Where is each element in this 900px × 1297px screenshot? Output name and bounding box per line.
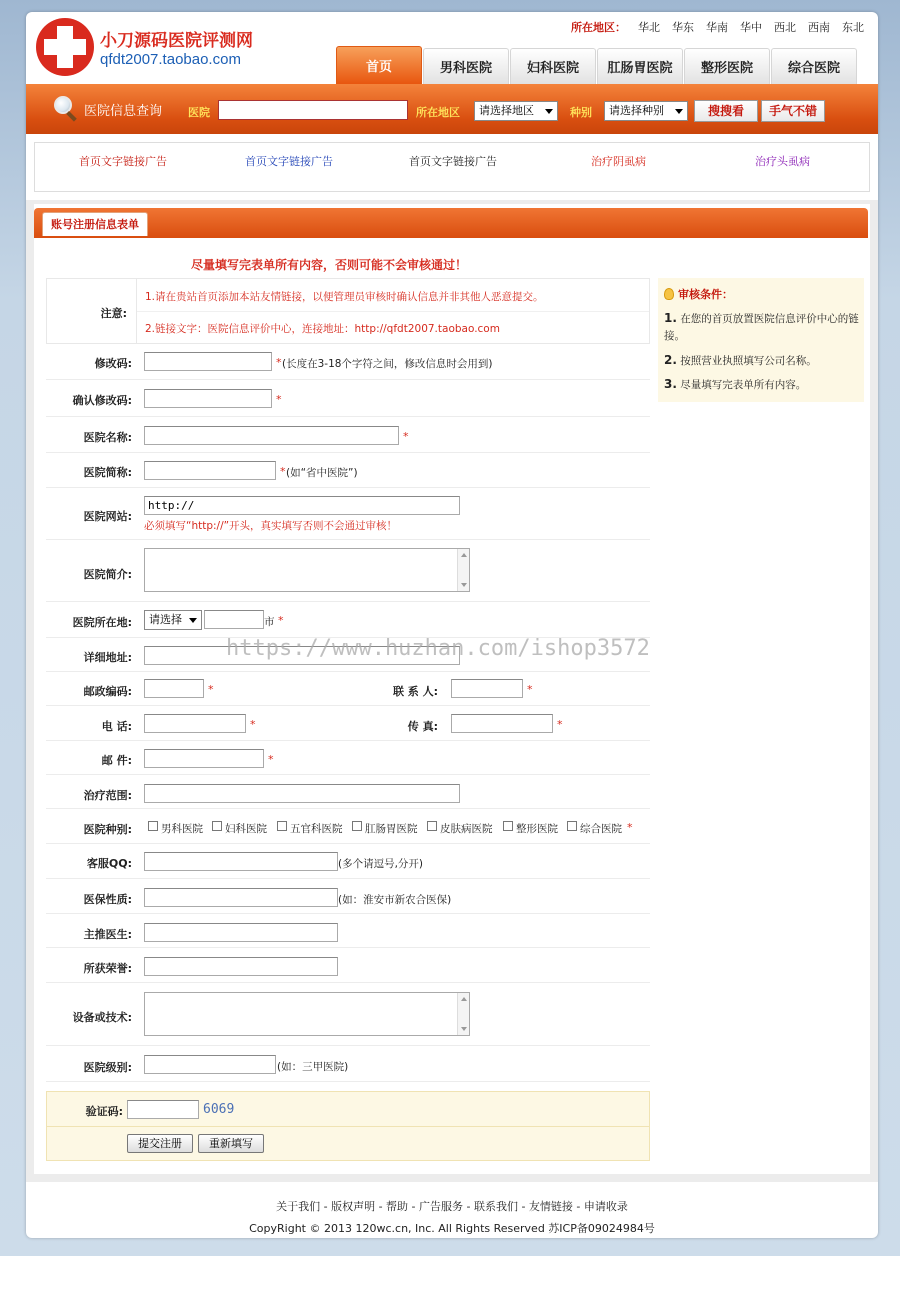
qq-hint: (多个请逗号,分开) — [338, 858, 424, 870]
equipment-textarea[interactable] — [144, 992, 470, 1036]
insurance-input[interactable] — [144, 888, 338, 907]
review-conditions-title: 审核条件： — [678, 288, 733, 301]
modify-code-input[interactable] — [144, 352, 272, 371]
nav-gynecology[interactable]: 妇科医院 — [510, 48, 596, 84]
search-button[interactable]: 搜搜看 — [694, 100, 758, 122]
required-star: * — [557, 718, 563, 731]
required-star: * — [403, 430, 409, 443]
checkbox-gynecology[interactable] — [212, 821, 222, 831]
form-notice: 尽量填写完表单所有内容，否则可能不会审核通过！ — [191, 258, 468, 272]
region-links — [571, 19, 864, 35]
contact-label: 联 系 人: — [392, 685, 438, 698]
registration-form — [34, 204, 870, 1174]
chevron-down-icon — [189, 618, 197, 623]
footer-links[interactable]: 关于我们 - 版权声明 - 帮助 - 广告服务 - 联系我们 - 友情链接 - 申请收录 — [276, 1200, 628, 1213]
region-huanan[interactable]: 华南 — [706, 21, 728, 34]
type-select-value: 请选择种别 — [609, 104, 664, 117]
category-anorectal: 肛肠胃医院 — [365, 823, 418, 835]
confirm-code-input[interactable] — [144, 389, 272, 408]
ad-link-3[interactable]: 首页文字链接广告 — [409, 155, 497, 168]
level-hint: (如：三甲医院) — [277, 1061, 349, 1073]
hospital-name-label: 医院名称: — [83, 431, 132, 444]
region-huazhong[interactable]: 华中 — [740, 21, 762, 34]
province-select[interactable] — [144, 610, 202, 630]
region-label: 所在地区： — [571, 21, 626, 34]
insurance-row — [46, 879, 650, 914]
ad-link-4[interactable]: 治疗阴虱病 — [591, 155, 646, 168]
city-input[interactable] — [204, 610, 264, 629]
checkbox-ent[interactable] — [277, 821, 287, 831]
hospital-name-row — [46, 417, 650, 453]
required-star: * — [280, 465, 286, 478]
doctor-input[interactable] — [144, 923, 338, 942]
insurance-label: 医保性质: — [83, 893, 132, 906]
city-suffix: 市 — [264, 616, 275, 628]
type-label: 种别 — [570, 106, 592, 119]
search-bar — [26, 84, 878, 134]
category-gynecology: 妇科医院 — [225, 823, 267, 835]
lucky-button[interactable]: 手气不错 — [761, 100, 825, 122]
level-label: 医院级别: — [83, 1061, 132, 1074]
phone-input[interactable] — [144, 714, 246, 733]
honor-row — [46, 948, 650, 983]
lightbulb-icon — [664, 288, 674, 300]
hospital-name-input[interactable] — [144, 426, 399, 445]
area-label: 所在地区 — [416, 106, 460, 119]
nav-general[interactable]: 综合医院 — [771, 48, 857, 84]
honor-input[interactable] — [144, 957, 338, 976]
qq-label: 客服QQ: — [86, 857, 132, 870]
logo-title: 小刀源码医院评测网 — [100, 31, 253, 51]
email-label: 邮 件: — [101, 754, 132, 767]
ad-links-row — [34, 142, 870, 192]
required-star: * — [527, 683, 533, 696]
submit-button[interactable]: 提交注册 — [127, 1134, 193, 1153]
footer-copyright: CopyRight © 2013 120wc.cn, Inc. All Rights Reserved 苏ICP备09024984号 — [249, 1222, 655, 1235]
doctor-label: 主推医生: — [83, 928, 132, 941]
address-label: 详细地址: — [83, 651, 132, 664]
chevron-down-icon — [675, 109, 683, 114]
condition-2: 2. 按照营业执照填写公司名称。 — [664, 353, 817, 367]
confirm-code-row — [46, 380, 650, 417]
intro-row — [46, 540, 650, 602]
hospital-short-label: 医院简称: — [83, 466, 132, 479]
qq-input[interactable] — [144, 852, 338, 871]
review-conditions-panel — [658, 278, 864, 402]
captcha-label: 验证码: — [85, 1105, 123, 1118]
postcode-input[interactable] — [144, 679, 204, 698]
captcha-code[interactable]: 6069 — [203, 1102, 235, 1117]
condition-3: 3. 尽量填写完表单所有内容。 — [664, 377, 807, 391]
reset-button[interactable]: 重新填写 — [198, 1134, 264, 1153]
modify-code-row — [46, 344, 650, 380]
scrollbar[interactable] — [457, 549, 469, 591]
level-input[interactable] — [144, 1055, 276, 1074]
equipment-row — [46, 983, 650, 1046]
type-select[interactable] — [604, 101, 688, 121]
required-star: * — [268, 753, 274, 766]
captcha-input[interactable] — [127, 1100, 199, 1119]
note-line-1: 1.请在贵站首页添加本站友情链接，以便管理员审核时确认信息并非其他人恶意提交。 — [145, 291, 544, 303]
location-row — [46, 602, 650, 638]
checkbox-general[interactable] — [567, 821, 577, 831]
honor-label: 所获荣誉: — [83, 962, 132, 975]
area-select-value: 请选择地区 — [479, 104, 534, 117]
equipment-label: 设备或技术: — [72, 1011, 132, 1024]
modify-code-hint: (长度在3-18个字符之间，修改信息时会用到) — [282, 358, 493, 370]
note-row — [46, 278, 650, 344]
form-tab[interactable]: 账号注册信息表单 — [42, 212, 148, 236]
chevron-down-icon — [545, 109, 553, 114]
phone-label: 电 话: — [101, 720, 132, 733]
red-cross-icon — [34, 16, 96, 78]
ad-link-1[interactable]: 首页文字链接广告 — [79, 155, 167, 168]
note-line-2: 2.链接文字：医院信息评价中心，连接地址：http://qfdt2007.taobao.com — [145, 323, 500, 335]
hospital-label: 医院 — [188, 106, 210, 119]
required-star: * — [627, 821, 633, 834]
region-huabei[interactable]: 华北 — [638, 21, 660, 34]
category-label: 医院种别: — [83, 823, 132, 836]
scope-input[interactable] — [144, 784, 460, 803]
category-ent: 五官科医院 — [290, 823, 343, 835]
category-dermatology: 皮肤病医院 — [440, 823, 493, 835]
main-nav — [336, 48, 858, 84]
checkbox-dermatology[interactable] — [427, 821, 437, 831]
intro-textarea[interactable] — [144, 548, 470, 592]
logo-subtitle: qfdt2007.taobao.com — [100, 51, 241, 68]
region-xinan[interactable]: 西南 — [808, 21, 830, 34]
checkbox-anorectal[interactable] — [352, 821, 362, 831]
qq-row — [46, 844, 650, 879]
level-row — [46, 1046, 650, 1082]
modify-code-label: 修改码: — [94, 357, 132, 370]
magnifier-icon — [54, 96, 78, 120]
fax-label: 传 真: — [407, 720, 438, 733]
scope-row — [46, 775, 650, 809]
footer — [26, 1198, 878, 1236]
category-andrology: 男科医院 — [161, 823, 203, 835]
region-dongbei[interactable]: 东北 — [842, 21, 864, 34]
hospital-short-input[interactable] — [144, 461, 276, 480]
hospital-search-input[interactable] — [218, 100, 408, 120]
intro-label: 医院简介: — [83, 568, 132, 581]
postcode-label: 邮政编码: — [83, 685, 132, 698]
contact-input[interactable] — [451, 679, 523, 698]
required-star: * — [276, 393, 282, 406]
phone-fax-row — [46, 706, 650, 741]
email-input[interactable] — [144, 749, 264, 768]
nav-anorectal[interactable]: 肛肠胃医院 — [597, 48, 683, 84]
province-select-value: 请选择 — [149, 613, 182, 626]
region-huadong[interactable]: 华东 — [672, 21, 694, 34]
website-input[interactable]: http:// — [144, 496, 460, 515]
postcode-contact-row — [46, 672, 650, 706]
website-row — [46, 488, 650, 540]
search-title: 医院信息查询 — [84, 104, 163, 119]
scope-label: 治疗范围: — [83, 789, 132, 802]
note-label: 注意: — [100, 307, 127, 320]
required-star: * — [208, 683, 214, 696]
form-tab-bar — [34, 208, 868, 238]
fax-input[interactable] — [451, 714, 553, 733]
website-label: 医院网站: — [83, 510, 132, 523]
required-star: * — [250, 718, 256, 731]
hospital-short-row — [46, 453, 650, 488]
website-hint: 必须填写“http://”开头，真实填写否则不会通过审核！ — [144, 520, 398, 532]
condition-1: 1. 在您的首页放置医院信息评价中心的链接。 — [664, 311, 859, 342]
confirm-code-label: 确认修改码: — [72, 394, 132, 407]
ad-link-2[interactable]: 首页文字链接广告 — [245, 155, 333, 168]
page-container — [26, 12, 878, 1238]
required-star: * — [278, 614, 284, 627]
watermark: https://www.huzhan.com/ishop3572 — [226, 636, 650, 661]
insurance-hint: (如：淮安市新农合医保) — [338, 894, 452, 906]
doctor-row — [46, 914, 650, 948]
checkbox-andrology[interactable] — [148, 821, 158, 831]
category-row — [46, 809, 650, 844]
location-label: 医院所在地: — [72, 616, 132, 629]
checkbox-plastic[interactable] — [503, 821, 513, 831]
email-row — [46, 741, 650, 775]
scrollbar[interactable] — [457, 993, 469, 1035]
category-general: 综合医院 — [580, 823, 622, 835]
nav-andrology[interactable]: 男科医院 — [423, 48, 509, 84]
category-plastic: 整形医院 — [516, 823, 558, 835]
required-star: * — [276, 356, 282, 369]
nav-plastic[interactable]: 整形医院 — [684, 48, 770, 84]
nav-home[interactable]: 首页 — [336, 46, 422, 84]
site-logo[interactable] — [34, 16, 280, 78]
captcha-section — [46, 1091, 650, 1161]
ad-link-5[interactable]: 治疗头虱病 — [755, 155, 810, 168]
region-xibei[interactable]: 西北 — [774, 21, 796, 34]
area-select[interactable] — [474, 101, 558, 121]
hospital-short-hint: (如“省中医院”) — [286, 467, 358, 479]
